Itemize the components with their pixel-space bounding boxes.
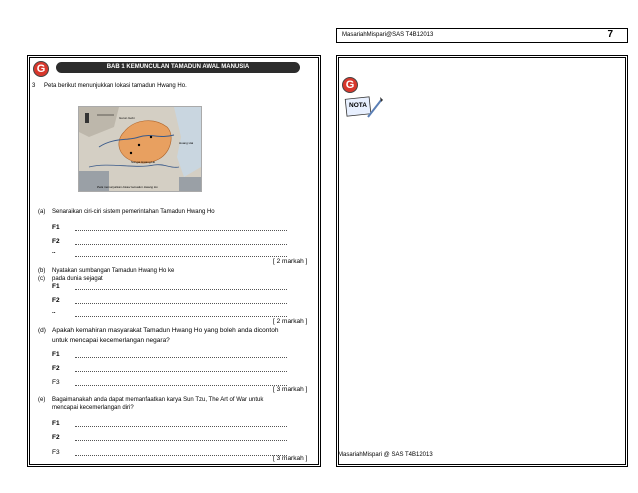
part-a-answer-line-3[interactable] [75,256,287,257]
right-footer: MasariahMispari @ SAS T4B12013 [338,452,433,458]
part-a-label: (a) [38,209,46,215]
part-d-markah: [ 3 markah ] [273,386,308,393]
part-d-line-2-label: F2 [52,365,60,372]
map-caption: Peta menunjukkan lokasi tamadun Hwang Ho [97,185,158,189]
part-e-answer-line-2[interactable] [75,440,287,441]
map-figure [78,106,202,192]
part-d-line-3-label: F3 [52,379,60,386]
part-c-answer-line-1[interactable] [75,289,287,290]
part-e-text-2: mencapai kecemerlangan diri? [52,405,134,411]
china-map-image [79,107,201,191]
part-a-line-1-label: F1 [52,224,60,231]
part-a-text: Senaraikan ciri-ciri sistem pemerintahan Tamadun Hwang Ho [52,209,215,215]
part-d-answer-line-1[interactable] [75,357,287,358]
part-a-answer-line-1[interactable] [75,230,287,231]
chapter-title: BAB 1 KEMUNCULAN TAMADUN AWAL MANUSIA [56,62,300,73]
map-label-gobi: Gurun Gobi [119,116,135,120]
part-b-text: Nyatakan sumbangan Tamadun Hwang Ho ke [52,268,175,274]
part-c-text: pada dunia sejagat [52,276,103,282]
part-e-line-3-label: F3 [52,449,60,456]
page-header [336,28,628,43]
question-number: 3 [32,83,36,89]
part-c-markah: [ 2 markah ] [273,318,308,325]
part-e-line-2-label: F2 [52,434,60,441]
map-label-river: Sungai Hwang Ho [131,160,156,164]
part-c-answer-line-3[interactable] [75,316,287,317]
part-d-answer-line-3[interactable] [75,385,287,386]
question-text: Peta berikut menunjukkan lokasi tamadun Hwang Ho. [44,83,187,89]
part-c-label: (c) [38,276,45,282]
g-logo-icon-right: G [342,77,358,93]
part-e-answer-line-1[interactable] [75,426,287,427]
part-d-text-2: untuk mencapai kecemerlangan negara? [52,337,170,344]
part-b-label: (b) [38,268,46,274]
part-c-answer-line-2[interactable] [75,303,287,304]
part-e-label: (e) [38,397,46,403]
part-d-text-1: Apakah kemahiran masyarakat Tamadun Hwang Ho yang boleh anda dicontoh [52,327,279,334]
part-d-label: (d) [38,327,46,334]
nota-icon [344,95,384,120]
nota-label: NOTA [349,102,367,109]
part-a-line-3-label: .. [52,248,56,255]
part-a-markah: [ 2 markah ] [273,258,308,265]
part-c-line-1-label: F1 [52,283,60,290]
g-logo-icon: G [33,61,49,77]
part-e-answer-line-3[interactable] [75,455,287,456]
part-e-markah: [ 3 markah ] [273,455,308,462]
header-author: MasariahMispari@SAS T4B12013 [342,32,434,38]
part-c-line-2-label: F2 [52,297,60,304]
part-d-answer-line-2[interactable] [75,371,287,372]
part-e-line-1-label: F1 [52,420,60,427]
part-a-answer-line-2[interactable] [75,244,287,245]
part-a-line-2-label: F2 [52,238,60,245]
map-label-sea: Huang Hai [179,141,194,145]
part-c-line-3-label: .. [52,308,56,315]
part-d-line-1-label: F1 [52,351,60,358]
page-number: 7 [607,29,613,40]
part-e-text-1: Bagaimanakah anda dapat memanfaatkan karya Sun Tzu, The Art of War untuk [52,397,264,403]
